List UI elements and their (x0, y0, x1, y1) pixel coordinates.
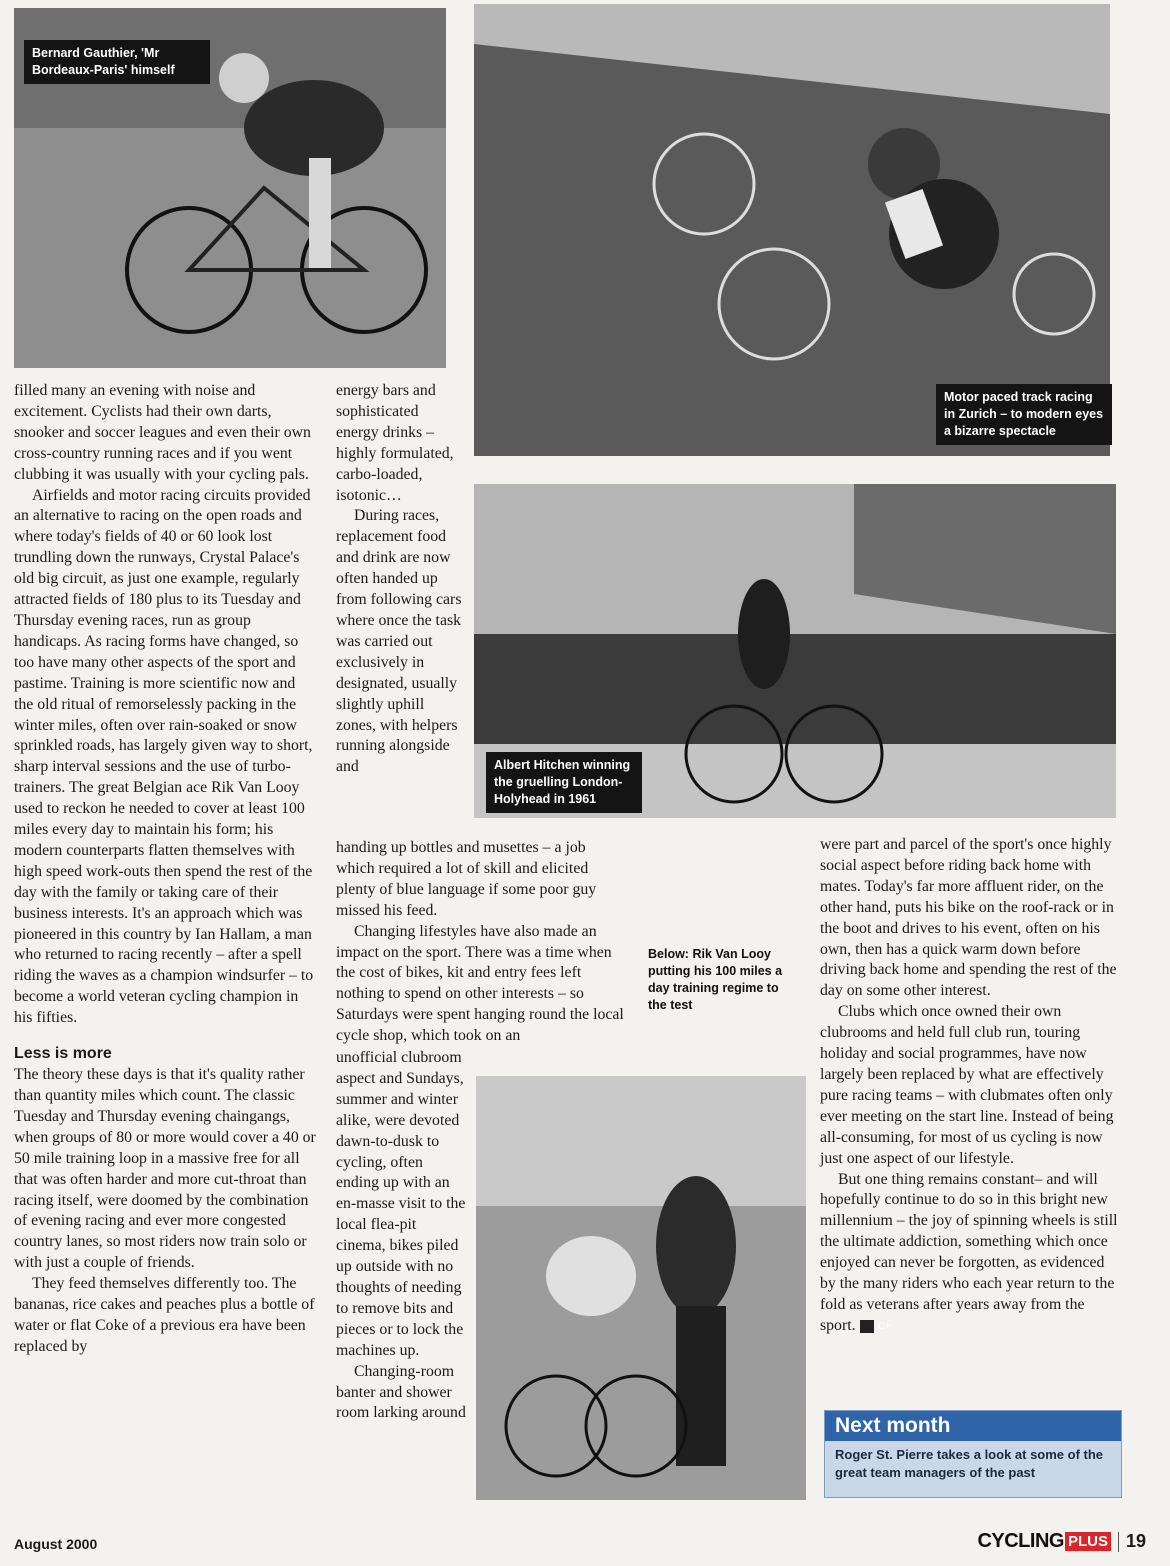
photo-van-looy (476, 1076, 806, 1500)
footer-brand (977, 1530, 1146, 1553)
subheading: Less is more (14, 1045, 112, 1063)
brand-name: CYCLING (977, 1530, 1064, 1552)
next-month-body: Roger St. Pierre takes a look at some of the great team managers of the past (835, 1447, 1104, 1480)
paragraph: handing up bottles and musettes – a job which required a lot of skill and elicited plenty of blue language if some poor guy missed his feed. (336, 839, 597, 919)
paragraph: unofficial clubroom aspect and Sundays, summer and winter alike, were devoted dawn-to-dusk to cycling, often ending up with an en-masse visit to the local flea-pit cinema, bikes piled up outside with no thoughts of needing to remove bits and pieces or to lock the machines up. (336, 1049, 466, 1359)
column-2-middle (336, 838, 628, 1047)
next-month-title: Next month (825, 1411, 1121, 1441)
paragraph: Clubs which once owned their own clubrooms and held full club run, touring holiday and social programmes, have now largely been replaced by what are effectively pure racing teams – with clubmates often only ever meeting on the start line. Instead of being all-consuming, for most of us cycling is now just one aspect of our lifestyle. (820, 1003, 1114, 1167)
paragraph: filled many an evening with noise and excitement. Cyclists had their own darts, snooker and soccer leagues and even their own cross-country running races and if you went clubbing it was usually with your cycling pals. (14, 382, 311, 483)
page-number: 19 (1125, 1531, 1146, 1551)
paragraph-text: But one thing remains constant– and will hopefully continue to do so in this bright new millennium – the joy of spinning wheels is still the ultimate addiction, something which once enjoyed can never be forgotten, as evidenced by the many riders who each year return to the fold as veterans after years away from the sport. (820, 1170, 1118, 1334)
paragraph: During races, replacement food and drink are now often handed up from following cars where once the task was carried out exclusively in designated, usually slightly uphill zones, with helpers running alongside and (336, 507, 462, 776)
end-mark-icon: C+ (860, 1320, 874, 1333)
paragraph (820, 1170, 1120, 1337)
caption-gauthier: Bernard Gauthier, 'Mr Bordeaux-Paris' himself (24, 40, 210, 84)
divider (1118, 1532, 1119, 1552)
road-training-illustration (476, 1076, 806, 1500)
issue-date: August 2000 (14, 1536, 98, 1552)
column-2-top (336, 381, 462, 778)
column-2-bottom (336, 1048, 466, 1424)
caption-hitchen: Albert Hitchen winning the gruelling London-Holyhead in 1961 (486, 752, 642, 813)
paragraph: energy bars and sophisticated energy drinks – highly formulated, carbo-loaded, isotonic… (336, 382, 454, 504)
column-1 (14, 381, 316, 1358)
paragraph: Changing-room banter and shower room larking around (336, 1362, 466, 1422)
caption-van-looy: Below: Rik Van Looy putting his 100 miles a day training regime to the test (648, 947, 783, 1012)
paragraph: They feed themselves differently too. The bananas, rice cakes and peaches plus a bottle of water or flat Coke of a previous era have been replaced by (14, 1275, 315, 1355)
paragraph: were part and parcel of the sport's once highly social aspect before riding back home with mates. Today's far more affluent rider, on the other hand, puts his bike on the roof-rack or in the boot and drives to his event, often on his own, then has a quick warm down before driving back home and spending the rest of the day on some other interest. (820, 836, 1117, 1000)
next-month-box (824, 1410, 1122, 1498)
paragraph: The theory these days is that it's quality rather than quantity miles which count. The classic Tuesday and Thursday evening chaingangs, when groups of 80 or more would cover a 40 or 50 mile training loop in a massive free for all that was often harder and more cut-throat than racing itself, were doomed by the combination of evening racing and ever more congested country lanes, so most riders now train solo or with just a couple of friends. (14, 1066, 316, 1272)
paragraph: Changing lifestyles have also made an impact on the sport. There was a time when the cost of bikes, kit and entry fees left nothing to spend on other interests – so Saturdays were spent hanging round the local cycle shop, which took on an (336, 922, 624, 1045)
brand-accent: PLUS (1065, 1532, 1111, 1551)
column-3 (820, 835, 1120, 1337)
caption-motor-paced: Motor paced track racing in Zurich – to modern eyes a bizarre spectacle (936, 384, 1112, 445)
paragraph: Airfields and motor racing circuits provided an alternative to racing on the open roads and where today's fields of 40 or 60 look lost trundling down the runways, Crystal Palace's old big circuit, as just one example, regularly attracted fields of 180 plus to its Tuesday and Thursday evening races, run as group handicaps. As racing forms have changed, so too have many other aspects of the sport and pastime. Training is more scientific now and the old ritual of remorselessly packing in the winter miles, often over rain-soaked or snow sprinkled roads, has largely given way to short, sharp interval sessions and the use of turbo-trainers. The great Belgian ace Rik Van Looy used to reckon he needed to cover at least 100 miles every day to maintain his form; his modern counterparts flatten themselves with high speed work-outs then spend the rest of the day with the family or taking care of their business interests. It's an approach which was pioneered in this country by Ian Hallam, a man who returned to racing recently – after a spell riding the waves as a champion windsurfer – to become a world veteran cycling champion in his fifties. (14, 486, 314, 1027)
